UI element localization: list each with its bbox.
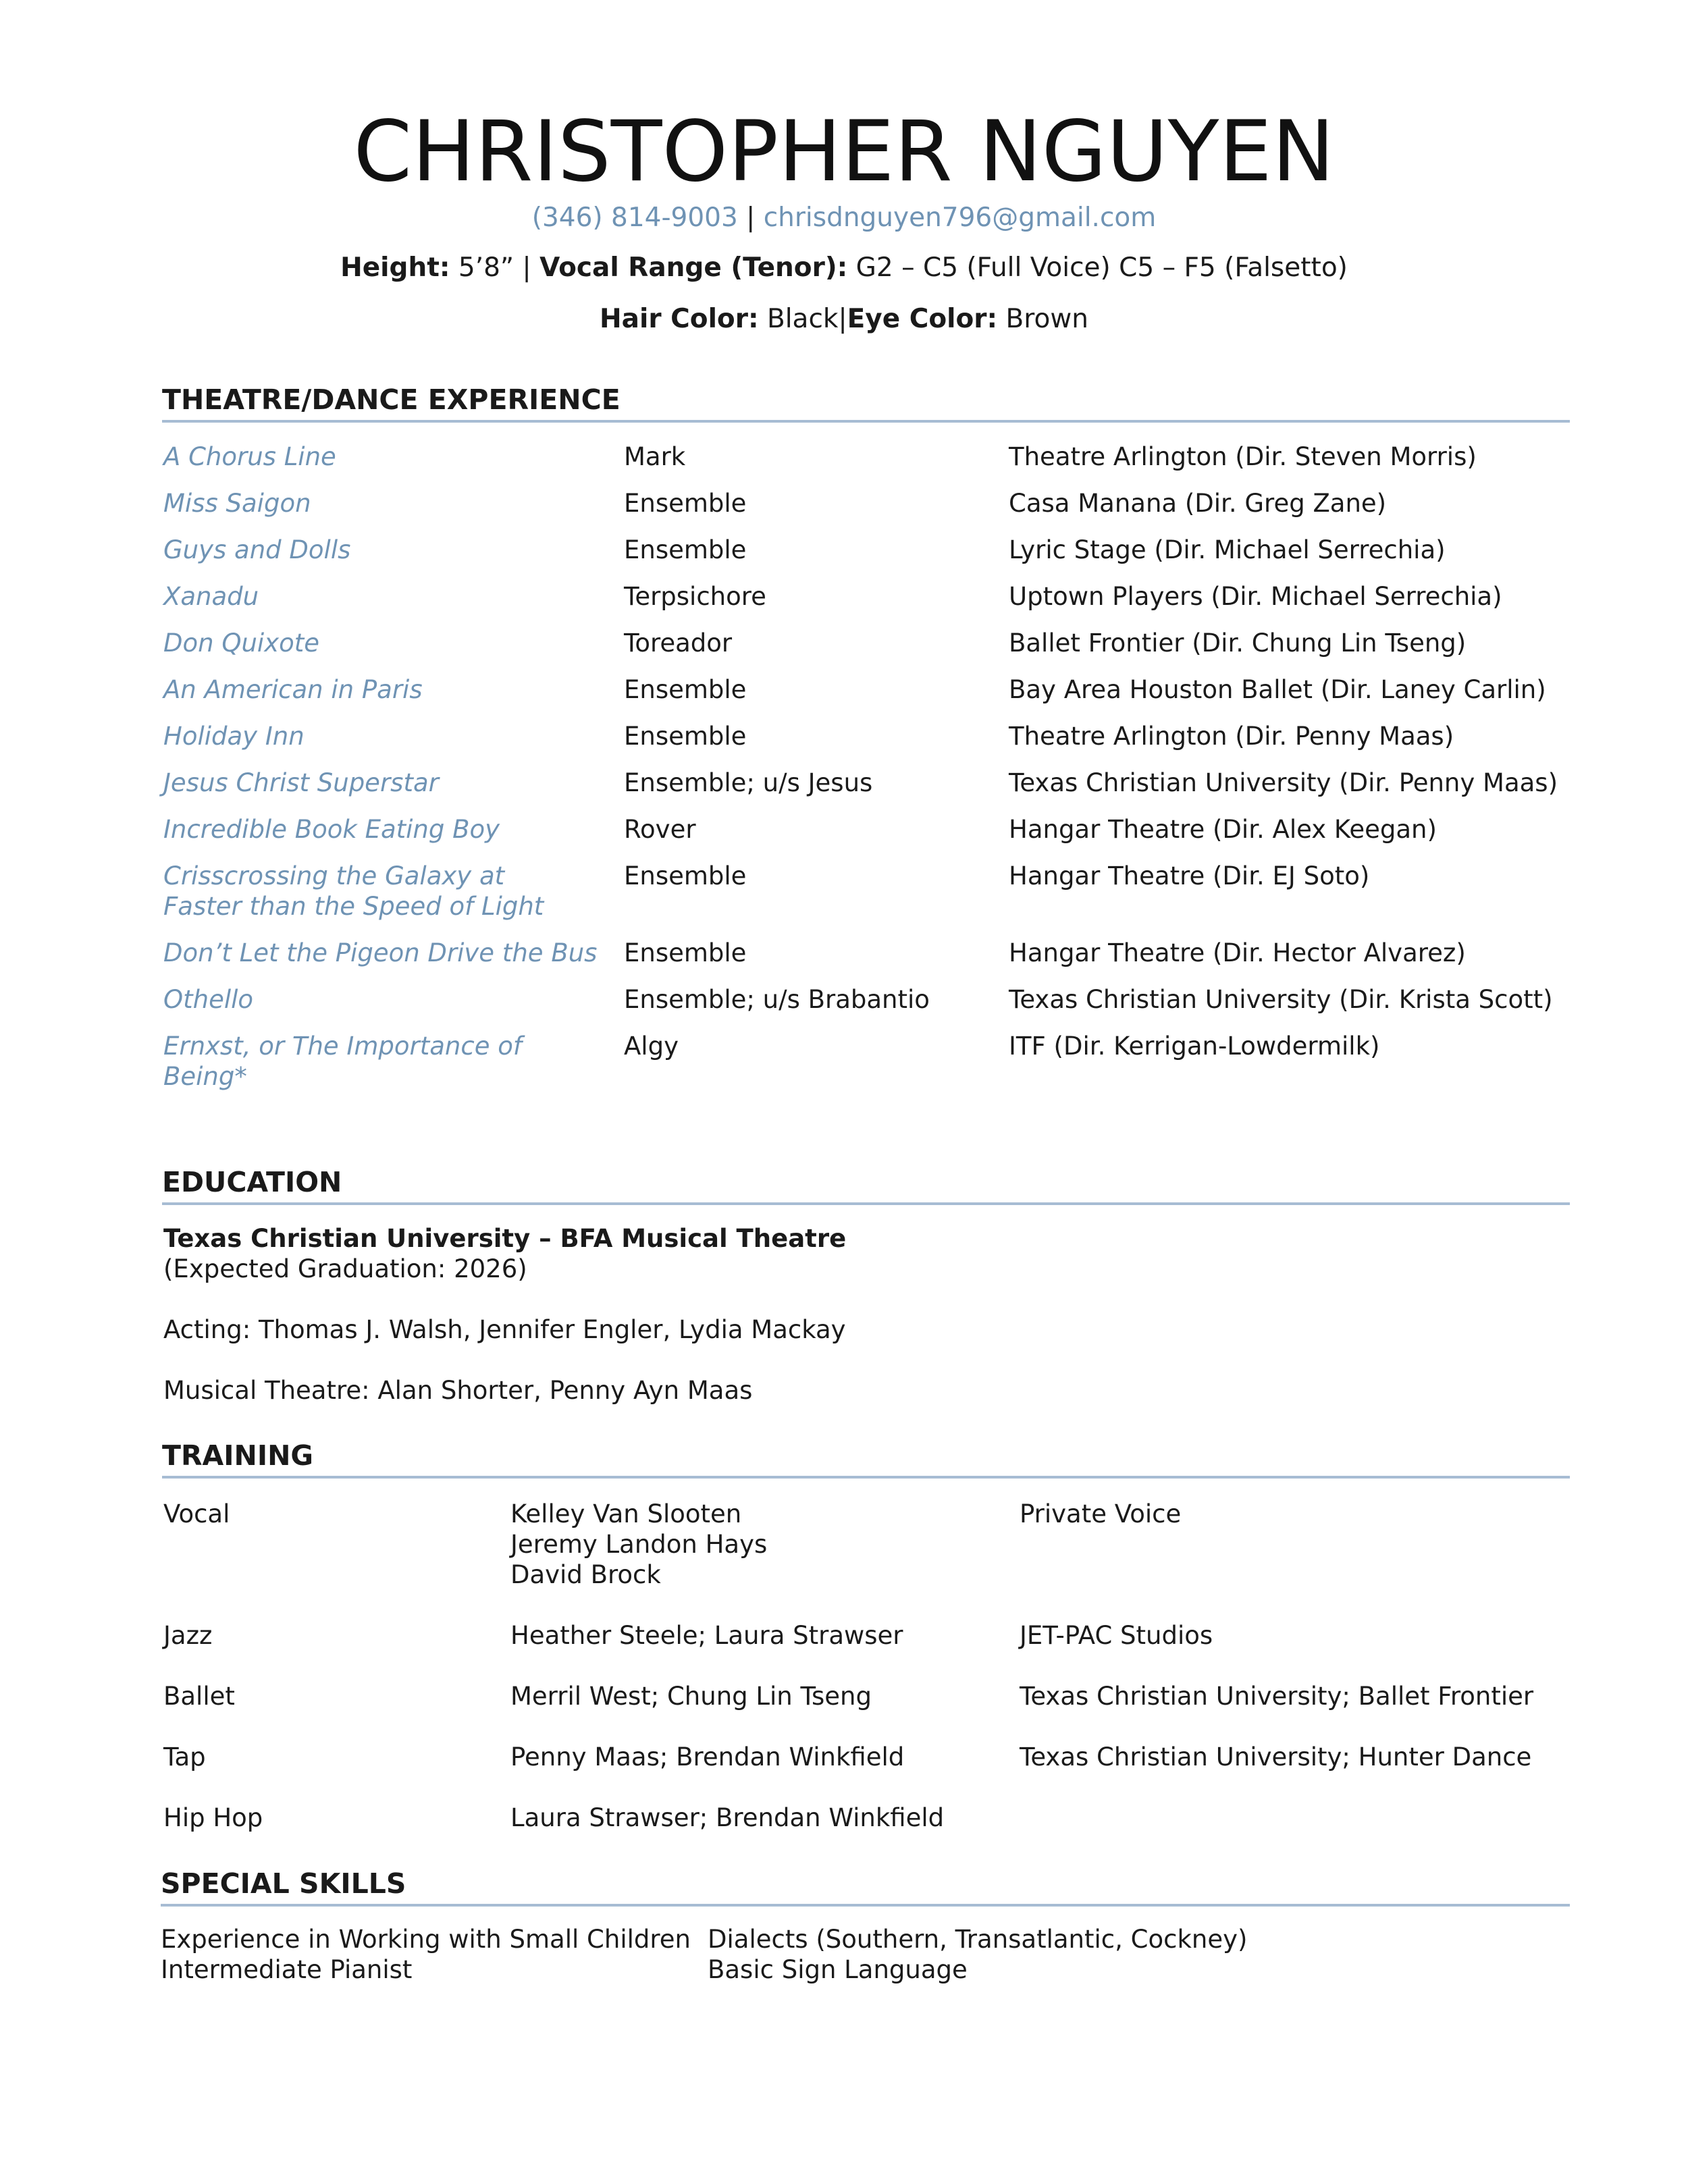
height-value: 5’8” | [458,252,531,283]
experience-company: ITF (Dir. Kerrigan-Lowdermilk) [1009,1032,1380,1061]
training-place: JET-PAC Studios [1020,1621,1213,1650]
training-teacher: Kelley Van Slooten [510,1499,742,1528]
skill-item: Intermediate Pianist [161,1955,413,1984]
experience-company: Lyric Stage (Dir. Michael Serrechia) [1009,535,1446,564]
training-place: Texas Christian University; Hunter Dance [1020,1742,1532,1772]
experience-role: Ensemble; u/s Jesus [624,768,873,797]
contact-separator: | [746,203,756,233]
training-heading: TRAINING [162,1438,1570,1479]
experience-company: Texas Christian University (Dir. Krista Scott) [1009,985,1553,1014]
training-type: Hip Hop [163,1803,263,1832]
training-teacher: Heather Steele; Laura Strawser [510,1621,903,1650]
training-place: Texas Christian University; Ballet Frontier [1020,1682,1534,1711]
training-place: Private Voice [1020,1499,1182,1528]
experience-title: Miss Saigon [163,489,311,518]
experience-title: Don’t Let the Pigeon Drive the Bus [163,938,598,967]
experience-title: Don Quixote [163,629,319,658]
email-link[interactable]: chrisdnguyen796@gmail.com [763,203,1157,233]
experience-company: Casa Manana (Dir. Greg Zane) [1009,489,1387,518]
experience-role: Ensemble [624,675,747,704]
vocal-range-label: Vocal Range (Tenor): [539,252,848,283]
stats-line-1 [0,251,1688,285]
experience-title: A Chorus Line [163,442,336,471]
experience-role: Ensemble [624,722,747,751]
experience-role: Mark [624,442,686,471]
skill-item: Dialects (Southern, Transatlantic, Cockney) [708,1925,1248,1954]
experience-role: Algy [624,1032,679,1061]
phone-number[interactable]: (346) 814-9003 [531,203,738,233]
training-type: Ballet [163,1682,235,1711]
experience-company: Bay Area Houston Ballet (Dir. Laney Carlin) [1009,675,1546,704]
contact-line [0,201,1688,235]
stats-line-2 [0,302,1688,336]
vocal-range-value: G2 – C5 (Full Voice) C5 – F5 (Falsetto) [855,252,1348,283]
hair-color-value: Black [766,304,839,334]
experience-title: Guys and Dolls [163,535,351,564]
education-school: Texas Christian University – BFA Musical Theatre [163,1224,847,1253]
experience-role: Ensemble; u/s Brabantio [624,985,930,1014]
training-teacher: Jeremy Landon Hays [510,1530,768,1559]
skill-item: Basic Sign Language [708,1955,968,1984]
training-teacher: Penny Maas; Brendan Winkfield [510,1742,905,1772]
hair-color-label: Hair Color: [600,304,759,334]
eye-color-value: Brown [1005,304,1088,334]
education-heading: EDUCATION [162,1165,1570,1205]
training-teacher: Laura Strawser; Brendan Winkfield [510,1803,945,1832]
education-acting: Acting: Thomas J. Walsh, Jennifer Engler, Lydia Mackay [163,1315,846,1344]
training-type: Vocal [163,1499,230,1528]
eye-color-label: Eye Color: [847,304,998,334]
experience-title: Crisscrossing the Galaxy at [163,861,505,890]
experience-role: Ensemble [624,489,747,518]
skills-heading: SPECIAL SKILLS [161,1866,1570,1907]
experience-title: Incredible Book Eating Boy [163,815,500,844]
experience-company: Texas Christian University (Dir. Penny Maas) [1009,768,1558,797]
experience-company: Hangar Theatre (Dir. Alex Keegan) [1009,815,1437,844]
education-musical-theatre: Musical Theatre: Alan Shorter, Penny Ayn Maas [163,1376,753,1405]
training-type: Jazz [163,1621,213,1650]
height-label: Height: [340,252,450,283]
experience-company: Uptown Players (Dir. Michael Serrechia) [1009,582,1502,611]
experience-title: An American in Paris [163,675,423,704]
experience-role: Ensemble [624,938,747,967]
experience-heading: THEATRE/DANCE EXPERIENCE [162,382,1570,423]
experience-title: Ernxst, or The Importance of Being* [163,1032,522,1091]
resume-name: CHRISTOPHER NGUYEN [353,103,1335,201]
experience-role: Ensemble [624,535,747,564]
education-graduation: (Expected Graduation: 2026) [163,1254,527,1283]
stats-separator: | [838,304,847,334]
experience-company: Hangar Theatre (Dir. EJ Soto) [1009,861,1370,890]
experience-company: Theatre Arlington (Dir. Steven Morris) [1009,442,1477,471]
experience-role: Toreador [624,629,733,658]
experience-title: Holiday Inn [163,722,305,751]
experience-title-continued: Faster than the Speed of Light [163,892,544,921]
experience-company: Theatre Arlington (Dir. Penny Maas) [1009,722,1454,751]
experience-title: Othello [163,985,254,1014]
experience-company: Ballet Frontier (Dir. Chung Lin Tseng) [1009,629,1467,658]
experience-title: Jesus Christ Superstar [163,768,439,797]
experience-role: Ensemble [624,861,747,890]
experience-role: Terpsichore [624,582,766,611]
skill-item: Experience in Working with Small Children [161,1925,691,1954]
training-teacher: David Brock [510,1560,661,1589]
training-type: Tap [163,1742,206,1772]
training-teacher: Merril West; Chung Lin Tseng [510,1682,872,1711]
experience-company: Hangar Theatre (Dir. Hector Alvarez) [1009,938,1466,967]
experience-role: Rover [624,815,696,844]
experience-title: Xanadu [163,582,259,611]
